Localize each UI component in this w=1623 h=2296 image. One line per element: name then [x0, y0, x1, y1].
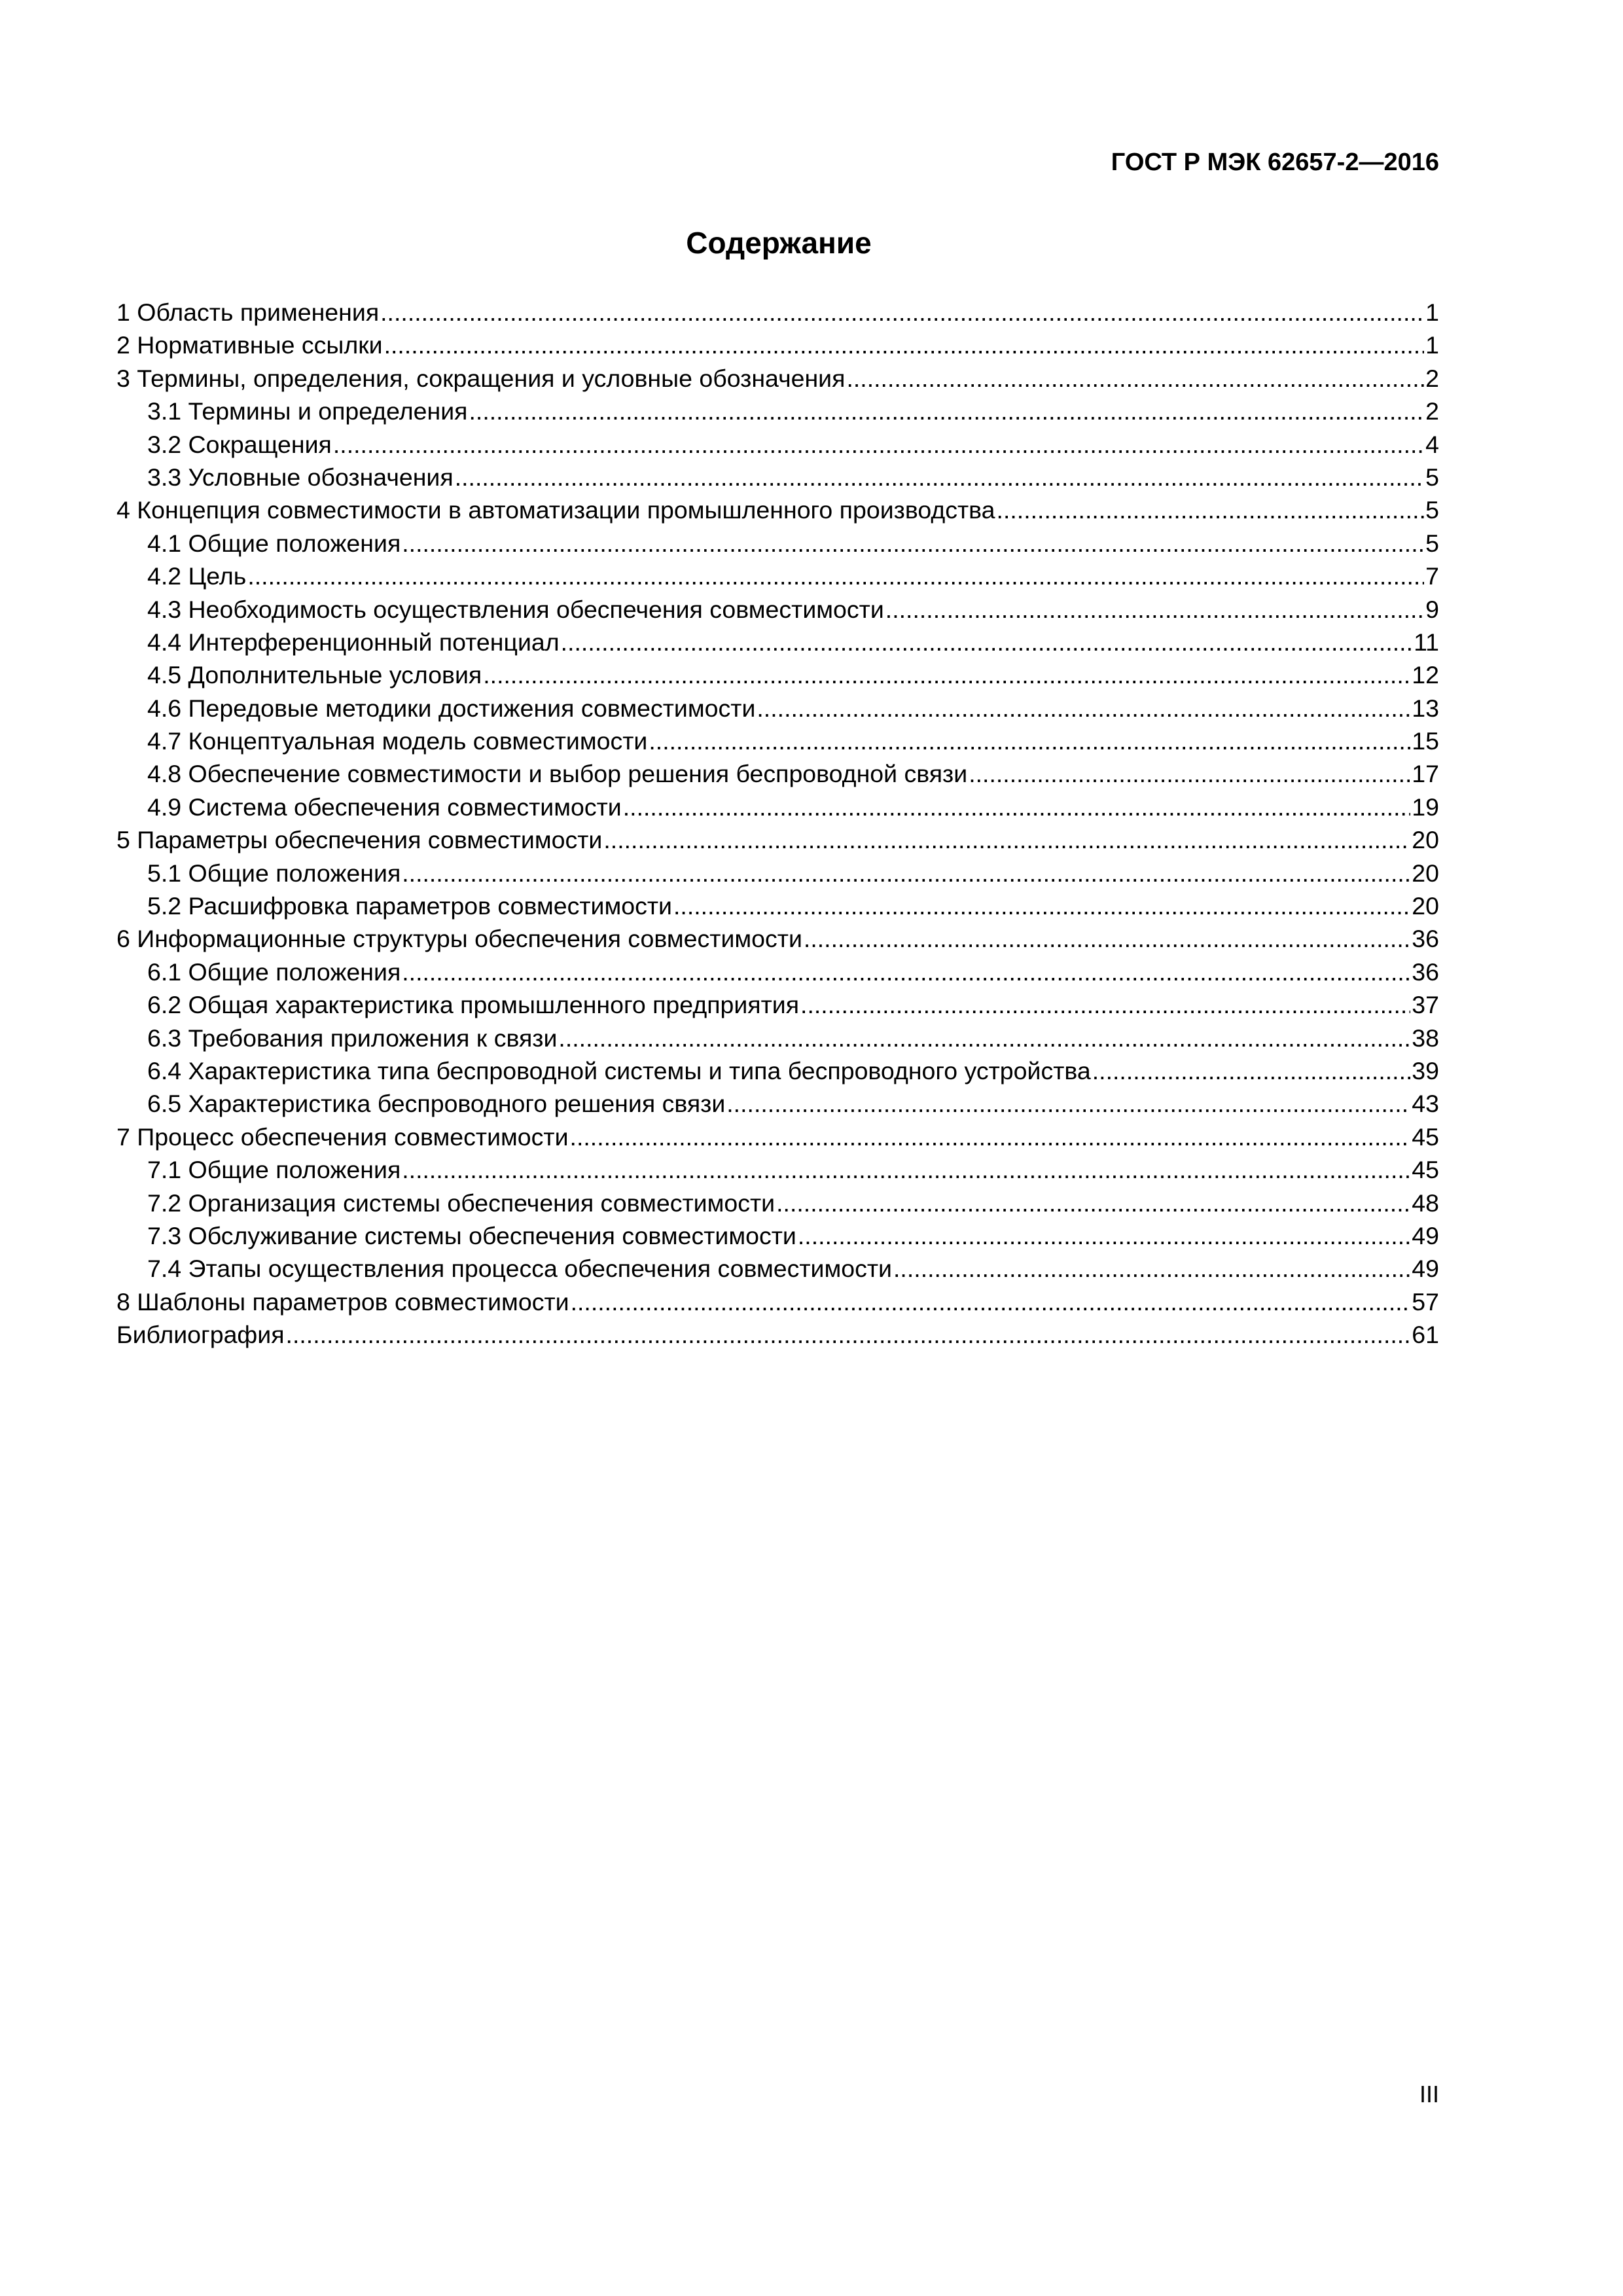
- toc-entry-page: 37: [1412, 991, 1439, 1019]
- toc-entry[interactable]: [116, 1187, 1439, 1219]
- dot-leader: [1092, 1054, 1411, 1087]
- page-number: III: [1419, 2081, 1439, 2108]
- toc-entry-label: 4 Концепция совместимости в автоматизации промышленного производства: [116, 496, 995, 524]
- dot-leader: [893, 1252, 1410, 1285]
- toc-entry-label: 1 Область применения: [116, 298, 380, 326]
- dot-leader: [623, 791, 1411, 823]
- toc-entry-page: 45: [1412, 1156, 1439, 1184]
- toc-entry-page: 11: [1414, 628, 1439, 656]
- toc-entry[interactable]: [116, 1285, 1439, 1318]
- toc-entry[interactable]: [116, 527, 1439, 560]
- toc-entry[interactable]: [116, 1252, 1439, 1285]
- toc-entry-label: 6.4 Характеристика типа беспроводной системы и типа беспроводного устройства: [147, 1056, 1091, 1085]
- toc-entry[interactable]: [116, 658, 1439, 691]
- toc-entry-label: 4.6 Передовые методики достижения совместимости: [147, 694, 756, 722]
- toc-entry-page: 4: [1425, 430, 1439, 458]
- toc-entry-label: 2 Нормативные ссылки: [116, 331, 383, 359]
- toc-entry[interactable]: [116, 889, 1439, 922]
- toc-entry-page: 20: [1412, 826, 1439, 854]
- toc-entry[interactable]: [116, 329, 1439, 361]
- dot-leader: [402, 527, 1424, 560]
- toc-entry-label: 7.3 Обслуживание системы обеспечения совместимости: [147, 1221, 796, 1249]
- toc-entry-page: 48: [1412, 1189, 1439, 1217]
- toc-entry[interactable]: [116, 725, 1439, 757]
- table-of-contents: [116, 296, 1439, 1352]
- dot-leader: [402, 956, 1410, 988]
- toc-entry-label: 3.3 Условные обозначения: [147, 463, 454, 491]
- toc-entry-page: 9: [1425, 595, 1439, 623]
- dot-leader: [402, 857, 1410, 889]
- toc-entry[interactable]: [116, 395, 1439, 427]
- dot-leader: [380, 296, 1424, 329]
- toc-entry[interactable]: [116, 1219, 1439, 1252]
- dot-leader: [885, 593, 1424, 626]
- dot-leader: [726, 1087, 1410, 1120]
- dot-leader: [571, 1285, 1411, 1318]
- dot-leader: [558, 1022, 1410, 1054]
- toc-entry[interactable]: [116, 692, 1439, 725]
- toc-entry-label: 4.3 Необходимость осуществления обеспечения совместимости: [147, 595, 884, 623]
- toc-entry[interactable]: [116, 593, 1439, 626]
- toc-entry[interactable]: [116, 461, 1439, 493]
- dot-leader: [846, 362, 1424, 395]
- toc-entry-label: 4.4 Интерференционный потенциал: [147, 628, 560, 656]
- toc-entry-label: 7.2 Организация системы обеспечения совместимости: [147, 1189, 776, 1217]
- dot-leader: [603, 823, 1410, 856]
- toc-entry[interactable]: [116, 857, 1439, 889]
- toc-entry-page: 36: [1412, 925, 1439, 953]
- toc-entry-page: 2: [1425, 397, 1439, 425]
- toc-entry-page: 57: [1412, 1287, 1439, 1316]
- toc-entry-label: 6 Информационные структуры обеспечения совместимости: [116, 925, 802, 953]
- toc-entry-page: 19: [1412, 793, 1439, 821]
- dot-leader: [969, 757, 1410, 790]
- document-code: ГОСТ Р МЭК 62657-2—2016: [1111, 149, 1439, 176]
- toc-entry-page: 1: [1425, 331, 1439, 359]
- toc-entry-page: 36: [1412, 958, 1439, 986]
- toc-entry[interactable]: [116, 757, 1439, 790]
- toc-entry-page: 20: [1412, 859, 1439, 887]
- toc-entry-label: 7 Процесс обеспечения совместимости: [116, 1122, 569, 1151]
- toc-entry-page: 5: [1425, 496, 1439, 524]
- toc-entry-label: 8 Шаблоны параметров совместимости: [116, 1287, 569, 1316]
- toc-entry[interactable]: [116, 560, 1439, 592]
- toc-entry[interactable]: [116, 1121, 1439, 1153]
- toc-entry-label: 3.2 Сокращения: [147, 430, 332, 458]
- toc-entry-page: 45: [1412, 1122, 1439, 1151]
- toc-entry-label: 5.1 Общие положения: [147, 859, 401, 887]
- dot-leader: [804, 922, 1410, 955]
- toc-entry-page: 61: [1412, 1321, 1439, 1349]
- toc-entry-label: 4.1 Общие положения: [147, 529, 401, 557]
- toc-entry[interactable]: [116, 823, 1439, 856]
- toc-entry-label: Библиография: [116, 1321, 285, 1349]
- toc-entry[interactable]: [116, 791, 1439, 823]
- dot-leader: [800, 988, 1410, 1021]
- toc-entry[interactable]: [116, 296, 1439, 329]
- dot-leader: [455, 461, 1424, 493]
- dot-leader: [570, 1121, 1411, 1153]
- toc-title: Содержание: [686, 226, 872, 260]
- toc-entry-page: 49: [1412, 1221, 1439, 1249]
- dot-leader: [561, 626, 1412, 658]
- dot-leader: [469, 395, 1424, 427]
- toc-entry[interactable]: [116, 493, 1439, 526]
- toc-entry-page: 20: [1412, 892, 1439, 920]
- toc-entry-label: 6.1 Общие положения: [147, 958, 401, 986]
- toc-entry-page: 5: [1425, 529, 1439, 557]
- toc-entry[interactable]: [116, 1087, 1439, 1120]
- toc-entry-page: 39: [1412, 1056, 1439, 1085]
- dot-leader: [333, 428, 1424, 461]
- toc-entry[interactable]: [116, 956, 1439, 988]
- dot-leader: [673, 889, 1410, 922]
- dot-leader: [483, 658, 1410, 691]
- toc-entry[interactable]: [116, 362, 1439, 395]
- toc-entry[interactable]: [116, 1022, 1439, 1054]
- toc-entry-label: 4.2 Цель: [147, 562, 247, 590]
- toc-entry-page: 38: [1412, 1024, 1439, 1052]
- toc-entry-page: 1: [1425, 298, 1439, 326]
- toc-entry[interactable]: [116, 626, 1439, 658]
- dot-leader: [757, 692, 1410, 725]
- toc-entry-label: 5.2 Расшифровка параметров совместимости: [147, 892, 672, 920]
- toc-entry-page: 49: [1412, 1255, 1439, 1283]
- toc-entry-label: 7.1 Общие положения: [147, 1156, 401, 1184]
- toc-entry-label: 6.3 Требования приложения к связи: [147, 1024, 558, 1052]
- toc-entry-label: 4.5 Дополнительные условия: [147, 661, 482, 689]
- dot-leader: [402, 1153, 1410, 1186]
- dot-leader: [247, 560, 1424, 592]
- toc-entry-label: 4.7 Концептуальная модель совместимости: [147, 727, 648, 755]
- dot-leader: [384, 329, 1425, 361]
- toc-entry-label: 5 Параметры обеспечения совместимости: [116, 826, 603, 854]
- dot-leader: [649, 725, 1410, 757]
- toc-entry-page: 13: [1412, 694, 1439, 722]
- toc-entry[interactable]: [116, 1318, 1439, 1351]
- toc-entry-page: 5: [1425, 463, 1439, 491]
- dot-leader: [997, 493, 1425, 526]
- toc-entry-label: 6.2 Общая характеристика промышленного предприятия: [147, 991, 800, 1019]
- toc-entry-page: 43: [1412, 1090, 1439, 1118]
- toc-entry[interactable]: [116, 922, 1439, 955]
- dot-leader: [798, 1219, 1410, 1252]
- toc-entry[interactable]: [116, 428, 1439, 461]
- toc-entry-page: 12: [1412, 661, 1439, 689]
- toc-entry[interactable]: [116, 988, 1439, 1021]
- toc-entry-page: 15: [1412, 727, 1439, 755]
- toc-entry-label: 6.5 Характеристика беспроводного решения связи: [147, 1090, 726, 1118]
- toc-entry-label: 4.8 Обеспечение совместимости и выбор решения беспроводной связи: [147, 760, 968, 788]
- toc-entry[interactable]: [116, 1153, 1439, 1186]
- toc-entry-label: 3.1 Термины и определения: [147, 397, 468, 425]
- dot-leader: [286, 1318, 1411, 1351]
- toc-entry-label: 7.4 Этапы осуществления процесса обеспечения совместимости: [147, 1255, 893, 1283]
- toc-entry-page: 7: [1425, 562, 1439, 590]
- toc-entry-page: 17: [1412, 760, 1439, 788]
- toc-entry[interactable]: [116, 1054, 1439, 1087]
- toc-entry-label: 3 Термины, определения, сокращения и условные обозначения: [116, 364, 846, 392]
- toc-entry-label: 4.9 Система обеспечения совместимости: [147, 793, 622, 821]
- dot-leader: [776, 1187, 1410, 1219]
- toc-entry-page: 2: [1425, 364, 1439, 392]
